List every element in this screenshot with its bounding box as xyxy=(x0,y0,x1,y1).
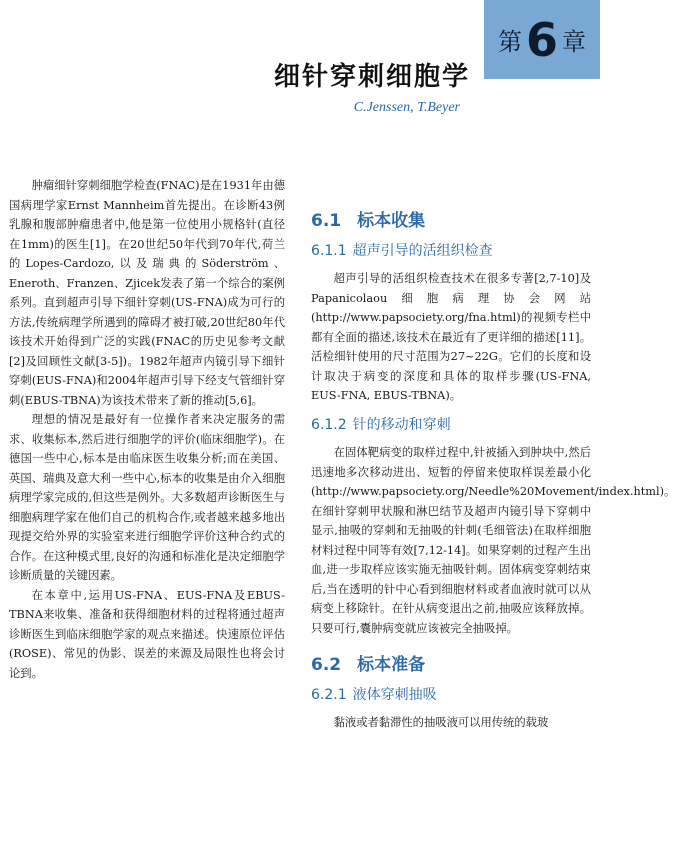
right-column xyxy=(311,211,675,733)
section-heading-6-2 xyxy=(311,656,591,676)
section-heading-6-1 xyxy=(311,212,591,232)
paragraph: 在固体靶病变的取样过程中,针被插入到肿块中,然后迅速地多次移动进出、短暂的停留来使取样误差最小化(http://www.papsociety.org/Needle%20Movement/index.html)。在细针穿刺甲状腺和淋巴结节及超声内镜引导下穿刺中显示,抽吸的穿刺和无抽吸的针刺(毛细管法)在取样细胞材料过程中同等有效[7,12-14]。如果穿刺的过程产生出血,进一步取样应该实施无抽吸针刺。固体病变穿刺结束后,当在透明的针中心看到细胞材料或者血液时就可以从病变上移除针。在针从病变退出之前,抽吸应该释放掉。只要可行,囊肿病变就应该被完全抽吸掉。 xyxy=(311,446,675,635)
chapter-number: 6 xyxy=(525,12,558,67)
subsection-title: 超声引导的活组织检查 xyxy=(352,242,493,259)
paragraph: 肿瘤细针穿刺细胞学检查(FNAC)是在1931年由德国病理学家Ernst Mannheim首先提出。在诊断43例乳腺和腹部肿瘤患者中,他是第一位使用小规格针(直径在1mm)的医生[1]。在20世纪50年代到70年代,荷兰的Lopes-Cardozo,以及瑞典的Söderström、Eneroth、Franzen、Zjicek发表了第一个综合的案例系列。直到超声引导下细针穿刺(US-FNA)成为可行的方法,传统病理学所遇到的障碍才被打破,20世纪80年代该技术开始得到广泛的实践(FNAC的历史见参考文献[2]及回顾性文献[3-5])。1982年超声内镜引导下细针穿刺(EUS-FNA)和2004年超声引导下经支气管细针穿刺(EBUS-TBNA)为该技术带来了新的推动[5,6]。 xyxy=(9,179,285,407)
paragraph: 超声引导的活组织检查技术在很多专著[2,7-10]及Papanicolaou细胞病理协会网站(http://www.papsociety.org/fna.html)的视频专栏中都有全面的描述,该技术在最近有了更详细的描述[11]。活检细针使用的尺寸范围为27~22G。它们的长度和设计取决于病变的深度和具体的取样步骤(US-FNA, EUS-FNA, EBUS-TBNA)。 xyxy=(311,272,591,402)
section-title: 标本收集 xyxy=(357,211,426,231)
paragraph: 理想的情况是最好有一位操作者来决定服务的需求、收集标本,然后进行细胞学的评价(临床细胞学)。在德国一些中心,标本是由临床医生收集分析;而在美国、英国、瑞典及意大利一些中心,标本的收集是由介入细胞病理学家完成的,但这些是例外。大多数超声诊断医生与细胞病理学家在他们自己的机构合作,或者越来越多地出现提交给外界的实验室来进行细胞学评价这种合约式的合作。在这种模式里,良好的沟通和标准化是决定细胞学诊断质量的关键因素。 xyxy=(9,413,285,582)
subsection-heading-6-1-2 xyxy=(311,416,591,436)
page-title: 细针穿刺细胞学 xyxy=(273,62,470,92)
section-number: 6.1 xyxy=(311,211,342,231)
authors: C.Jenssen, T.Beyer xyxy=(353,100,460,115)
subsection-heading-6-2-1 xyxy=(311,686,591,706)
chapter-badge xyxy=(484,0,600,79)
section-number: 6.2 xyxy=(311,655,342,675)
subsection-number: 6.2.1 xyxy=(311,686,347,703)
subsection-title: 液体穿刺抽吸 xyxy=(352,686,437,703)
paragraph: 黏液或者黏滞性的抽吸液可以用传统的载玻 xyxy=(333,716,549,729)
subsection-number: 6.1.1 xyxy=(311,242,347,259)
paragraph: 在本章中,运用US-FNA、EUS-FNA及EBUS-TBNA来收集、准备和获得细胞材料的过程将通过超声诊断医生到临床细胞学家的观点来描述。快速原位评估(ROSE)、常见的伪影、误差的来源及局限性也将会讨论到。 xyxy=(9,588,285,680)
chapter-prefix: 第 xyxy=(497,28,522,56)
section-title: 标本准备 xyxy=(357,655,426,675)
subsection-number: 6.1.2 xyxy=(311,416,347,433)
subsection-heading-6-1-1 xyxy=(311,242,591,262)
subsection-title: 针的移动和穿刺 xyxy=(352,416,451,433)
left-column xyxy=(9,176,285,683)
chapter-suffix: 章 xyxy=(562,28,586,56)
